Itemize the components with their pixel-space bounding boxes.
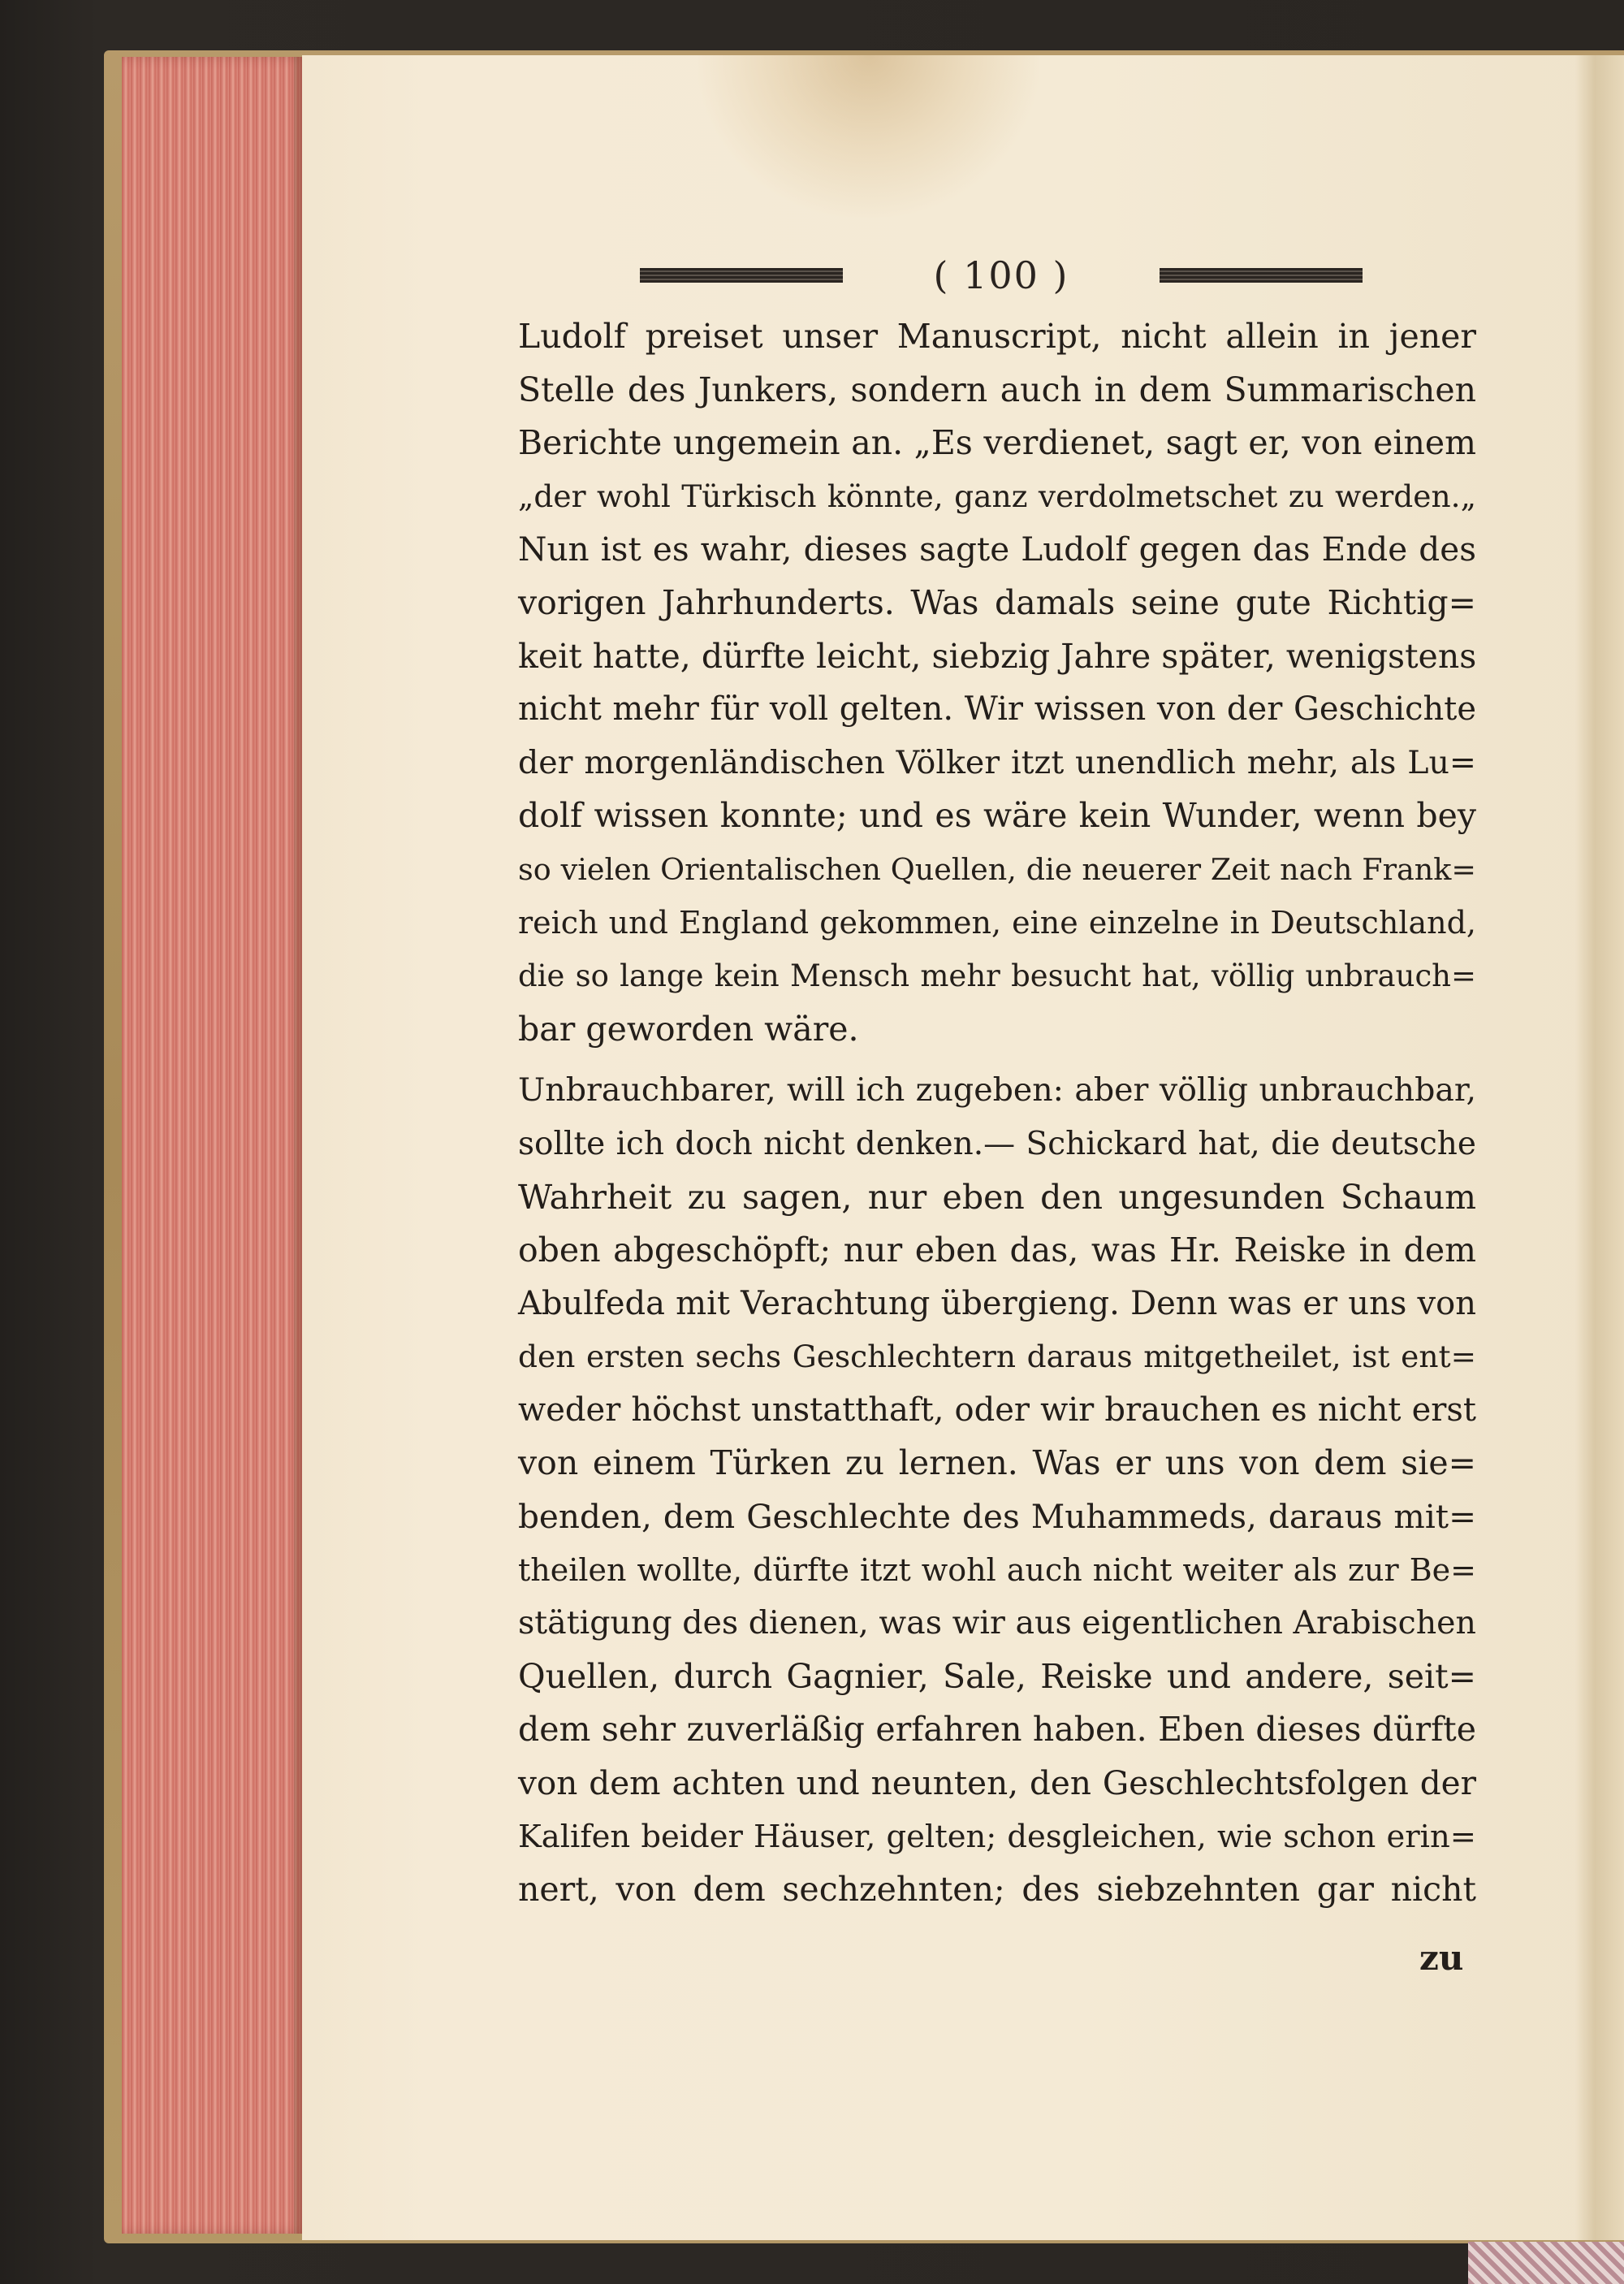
paragraph-gap xyxy=(518,1056,1476,1064)
text-line: so vielen Orientalischen Quellen, die neuerer Zeit nach Frank= xyxy=(518,851,1476,887)
book-gutter xyxy=(1575,55,1624,2240)
text-line: „der wohl Türkisch könnte, ganz verdolmetschet zu werden.„ xyxy=(518,478,1476,514)
text-line: nicht mehr für voll gelten. Wir wissen von der Geschichte xyxy=(518,690,1476,729)
text-line: vorigen Jahrhunderts. Was damals seine gute Richtig= xyxy=(518,582,1476,622)
running-head xyxy=(640,253,1363,297)
text-line: Quellen, durch Gagnier, Sale, Reiske und andere, seit= xyxy=(518,1656,1476,1696)
text-line: benden, dem Geschlechte des Muhammeds, daraus mit= xyxy=(518,1497,1476,1537)
text-line: den ersten sechs Geschlechtern daraus mitgetheilet, ist ent= xyxy=(518,1339,1476,1375)
text-line: nert, von dem sechzehnten; des siebzehnten gar nicht xyxy=(518,1870,1476,1910)
text-line: Kalifen beider Häuser, gelten; desgleichen, wie schon erin= xyxy=(518,1818,1476,1855)
text-line: von dem achten und neunten, den Geschlechtsfolgen der xyxy=(518,1763,1476,1803)
text-line: dolf wissen konnte; und es wäre kein Wunder, wenn bey xyxy=(518,796,1476,836)
paragraph-1 xyxy=(518,310,1476,1056)
text-line: Abulfeda mit Verachtung übergieng. Denn was er uns von xyxy=(518,1284,1476,1322)
text-line: weder höchst unstatthaft, oder wir brauchen es nicht erst xyxy=(518,1391,1476,1429)
catchword: zu xyxy=(1419,1938,1464,1978)
text-line: Berichte ungemein an. „Es verdienet, sagt er, von einem xyxy=(518,423,1476,463)
page-number: ( 100 ) xyxy=(933,253,1069,297)
text-line: die so lange kein Mensch mehr besucht hat, völlig unbrauch= xyxy=(518,958,1476,994)
text-line: Wahrheit zu sagen, nur eben den ungesunden Schaum xyxy=(518,1177,1476,1217)
text-line: Nun ist es wahr, dieses sagte Ludolf gegen das Ende des xyxy=(518,530,1476,569)
text-line: der morgenländischen Völker itzt unendlich mehr, als Lu= xyxy=(518,743,1476,781)
text-line: bar geworden wäre. xyxy=(518,1009,859,1049)
ornamental-rule-right xyxy=(1160,268,1363,283)
foxing-stain xyxy=(698,55,1039,218)
text-line: keit hatte, dürfte leicht, siebzig Jahre später, wenigstens xyxy=(518,636,1477,676)
page-edges xyxy=(122,57,309,2234)
text-line: reich und England gekommen, eine einzelne in Deutschland, xyxy=(518,904,1476,941)
paragraph-2 xyxy=(518,1064,1476,1917)
text-line: von einem Türken zu lernen. Was er uns von dem sie= xyxy=(518,1443,1476,1483)
cloth-corner xyxy=(1468,2242,1624,2284)
text-line: sollte ich doch nicht denken.— Schickard hat, die deutsche xyxy=(518,1125,1476,1162)
ornamental-rule-left xyxy=(640,268,843,283)
text-line: Stelle des Junkers, sondern auch in dem Summarischen xyxy=(518,370,1476,409)
text-line: theilen wollte, dürfte itzt wohl auch nicht weiter als zur Be= xyxy=(518,1551,1476,1588)
body-text xyxy=(518,310,1476,1917)
text-line: stätigung des dienen, was wir aus eigentlichen Arabischen xyxy=(518,1604,1476,1642)
text-line: dem sehr zuverläßig erfahren haben. Eben dieses dürfte xyxy=(518,1710,1476,1750)
text-line: oben abgeschöpft; nur eben das, was Hr. Reiske in dem xyxy=(518,1231,1476,1270)
text-line: Unbrauchbarer, will ich zugeben: aber völlig unbrauchbar, xyxy=(518,1071,1476,1110)
text-line: Ludolf preiset unser Manuscript, nicht allein in jener xyxy=(518,317,1476,356)
